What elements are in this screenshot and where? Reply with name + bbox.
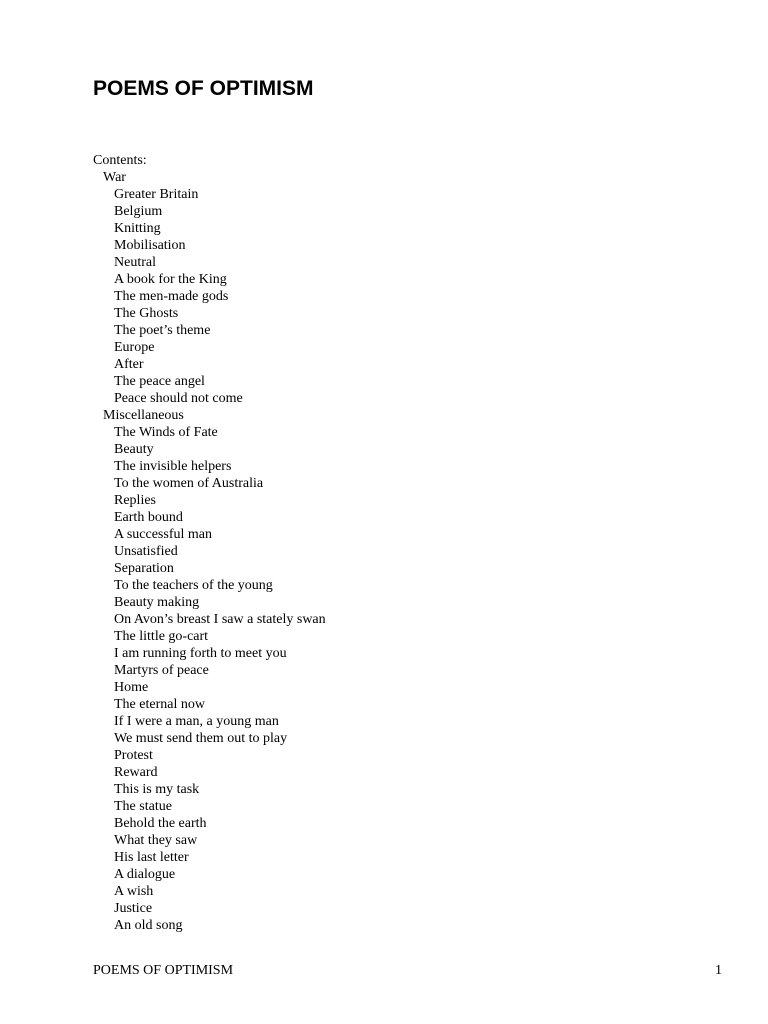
- toc-entry: Reward: [114, 765, 158, 780]
- toc-entry: Beauty: [114, 442, 154, 457]
- toc-entry: Greater Britain: [114, 187, 199, 202]
- toc-entry: The peace angel: [114, 374, 205, 389]
- toc-entry: Protest: [114, 748, 153, 763]
- toc-entry: I am running forth to meet you: [114, 646, 287, 661]
- toc-section-heading: Miscellaneous: [103, 408, 184, 423]
- toc-entry: This is my task: [114, 782, 200, 797]
- toc-entry: Replies: [114, 493, 156, 508]
- toc-entry: The poet’s theme: [114, 323, 211, 338]
- toc-entry: Knitting: [114, 221, 161, 236]
- footer-title: POEMS OF OPTIMISM: [93, 963, 234, 978]
- toc-entry: His last letter: [114, 850, 189, 865]
- toc-entry: The little go-cart: [114, 629, 209, 644]
- toc-entry: To the teachers of the young: [114, 578, 273, 593]
- toc-entry: Europe: [114, 340, 155, 355]
- toc-entry: After: [114, 357, 144, 372]
- contents-label: Contents:: [93, 153, 147, 168]
- toc-entry: The eternal now: [114, 697, 205, 712]
- toc-entry: Justice: [114, 901, 153, 916]
- toc-entry: The men-made gods: [114, 289, 229, 304]
- toc-entry: The statue: [114, 799, 172, 814]
- toc-entry: Earth bound: [114, 510, 183, 525]
- toc-entry: Behold the earth: [114, 816, 207, 831]
- toc-entry: A successful man: [114, 527, 212, 542]
- toc-entry: Martyrs of peace: [114, 663, 209, 678]
- table-of-contents: [93, 152, 326, 934]
- toc-entry: Home: [114, 680, 149, 695]
- toc-entry: Unsatisfied: [114, 544, 178, 559]
- toc-entry: A wish: [114, 884, 154, 899]
- toc-entry: On Avon’s breast I saw a stately swan: [114, 612, 326, 627]
- toc-entry: Belgium: [114, 204, 163, 219]
- toc-entry: Beauty making: [114, 595, 200, 610]
- toc-entry: A dialogue: [114, 867, 176, 882]
- toc-entry: The Winds of Fate: [114, 425, 218, 440]
- toc-entry: Mobilisation: [114, 238, 186, 253]
- toc-entry: Neutral: [114, 255, 156, 270]
- toc-entry: Peace should not come: [114, 391, 243, 406]
- toc-entry: What they saw: [114, 833, 198, 848]
- toc-entry: We must send them out to play: [114, 731, 288, 746]
- toc-section-heading: War: [103, 170, 126, 185]
- toc-entry: If I were a man, a young man: [114, 714, 279, 729]
- toc-entry: Separation: [114, 561, 174, 576]
- toc-entry: A book for the King: [114, 272, 227, 287]
- page-number: 1: [715, 963, 722, 978]
- toc-entry: The invisible helpers: [114, 459, 232, 474]
- toc-entry: An old song: [114, 918, 183, 933]
- toc-entry: The Ghosts: [114, 306, 179, 321]
- page-title: POEMS OF OPTIMISM: [93, 77, 314, 100]
- toc-entry: To the women of Australia: [114, 476, 264, 491]
